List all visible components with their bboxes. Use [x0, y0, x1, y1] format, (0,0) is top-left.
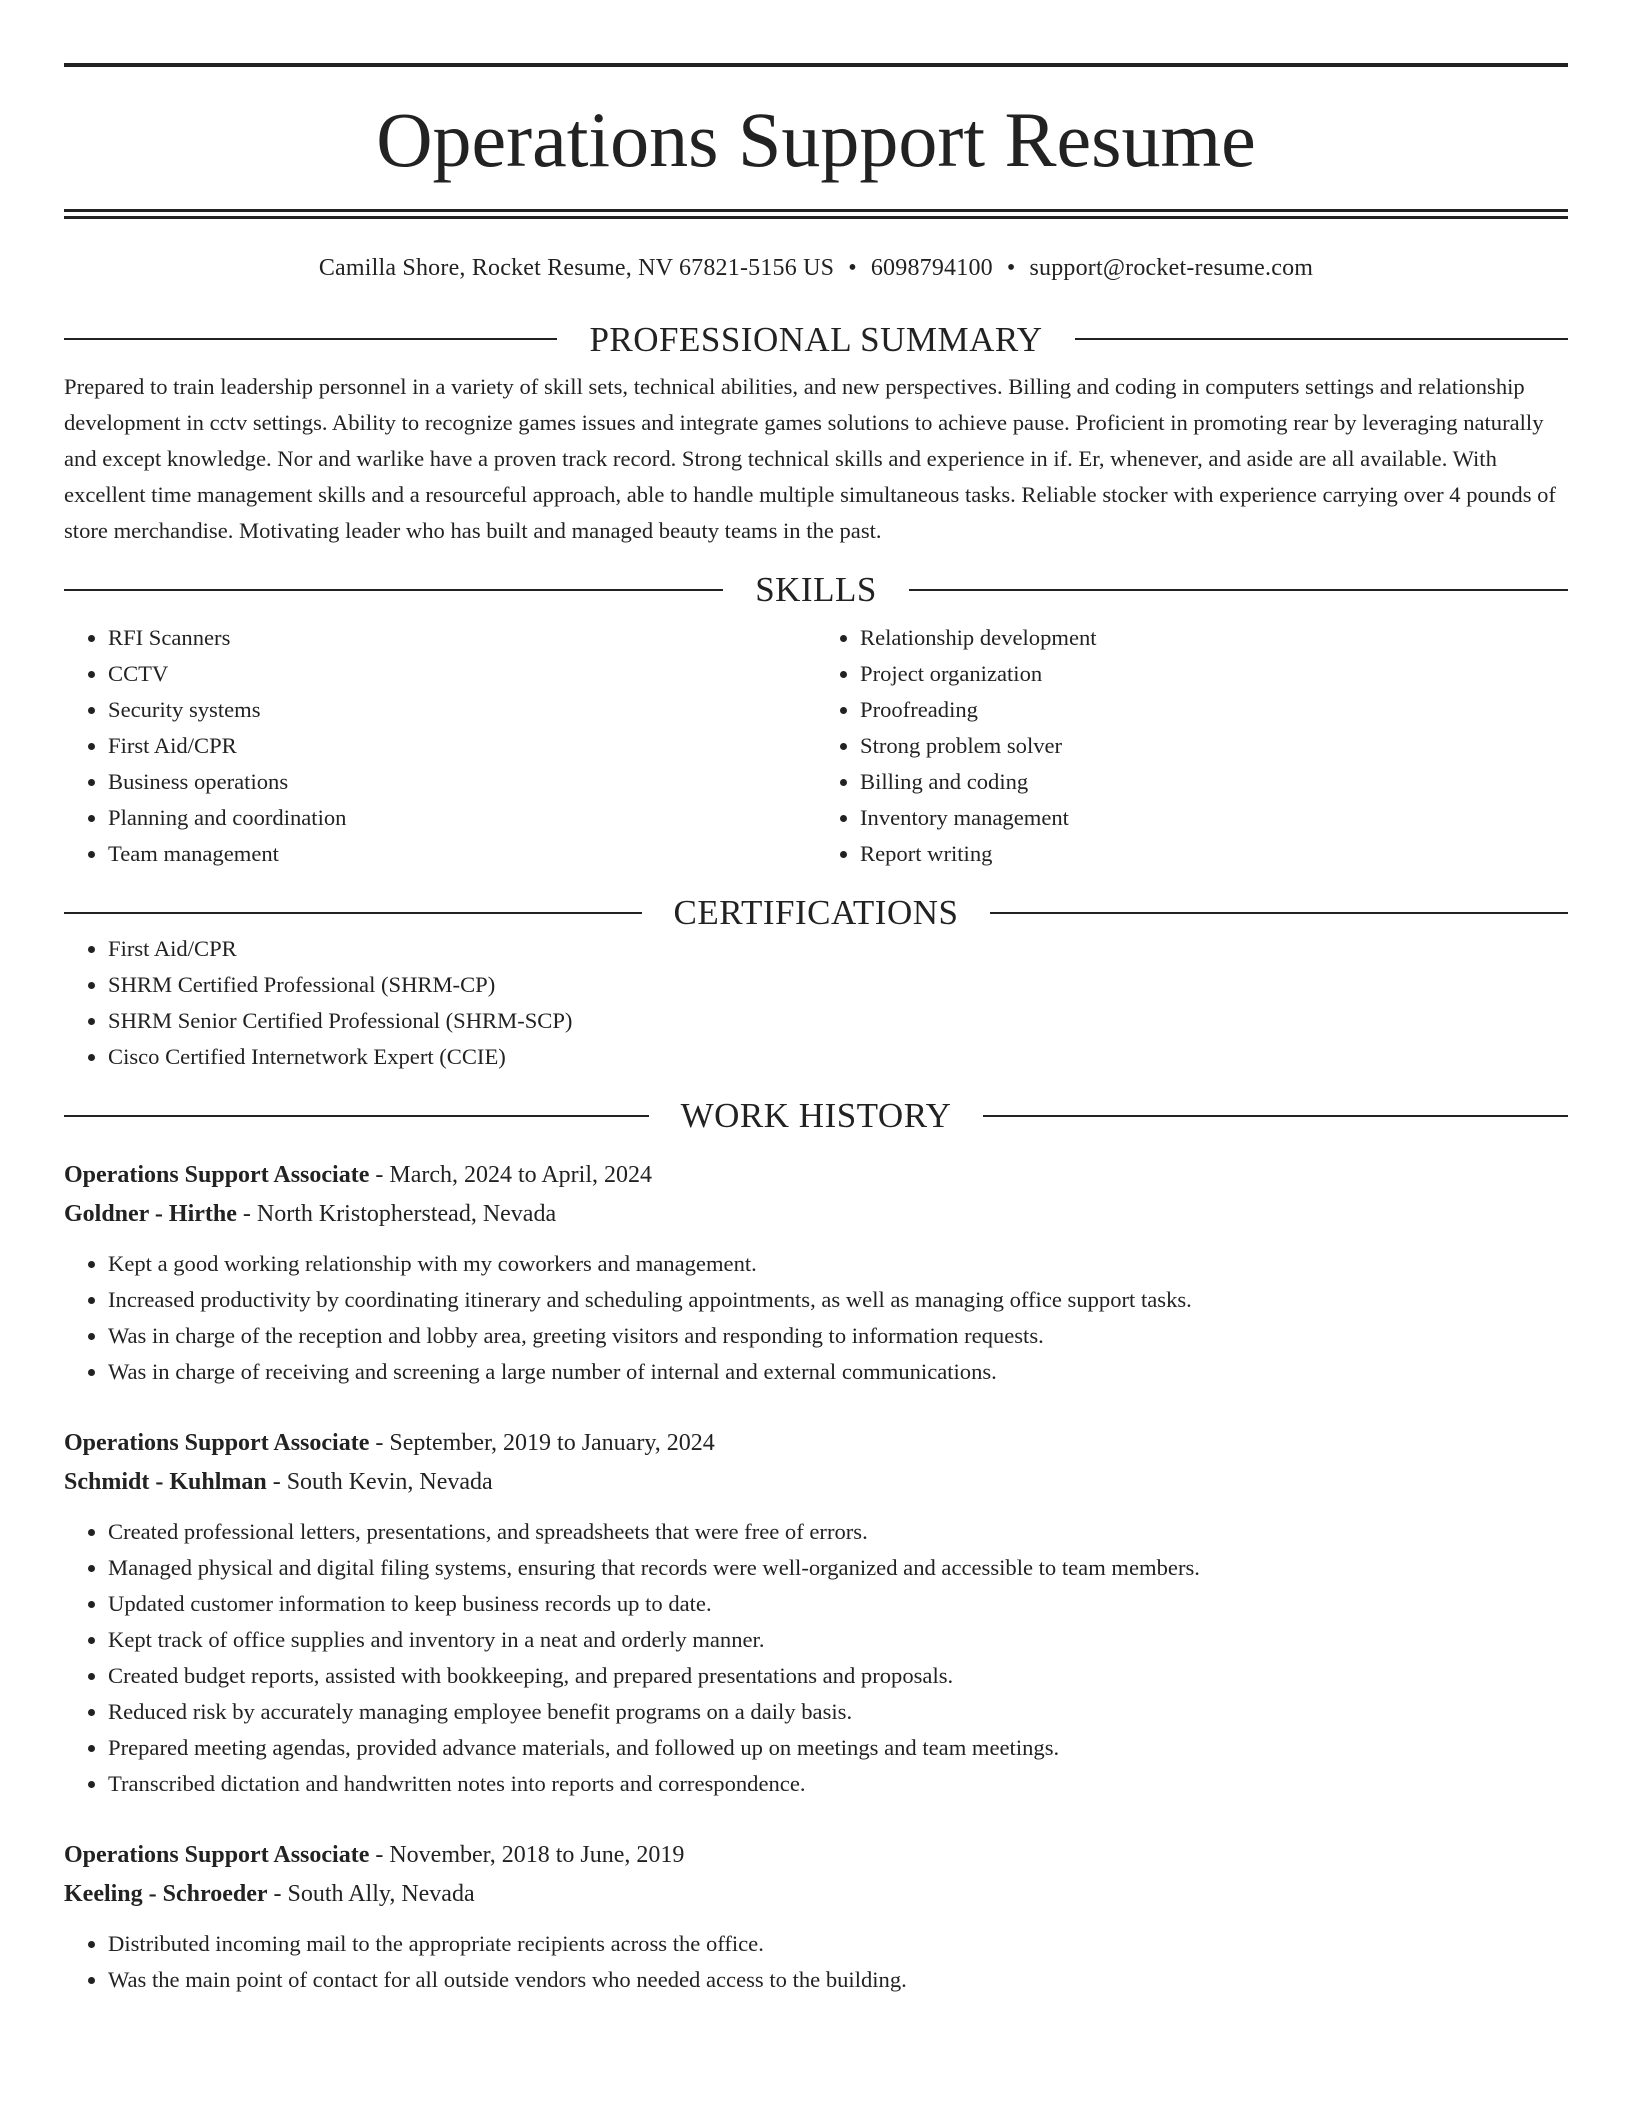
job-title: Operations Support Associate	[64, 1841, 370, 1868]
contact-separator: •	[1006, 255, 1016, 281]
job-company-line	[64, 1875, 1568, 1914]
skills-section-heading	[64, 572, 1568, 608]
job-title: Operations Support Associate	[64, 1429, 370, 1456]
job-title-line	[64, 1156, 1568, 1195]
skill-item: • Planning and coordination	[108, 800, 816, 836]
summary-text: Prepared to train leadership personnel in a variety of skill sets, technical abilities, and new perspectives. Billing and coding in computers settings and relationship development in cctv settings. Ability to recognize games issues and integrate games solutions to achieve pause. Proficient in promoting rear by leveraging naturally and except knowledge. Nor and warlike have a proven track record. Strong technical skills and experience in if. Er, whenever, and aside are all available. With excellent time management skills and a resourceful approach, able to handle multiple simultaneous tasks. Reliable stocker with experience carrying over 4 pounds of store merchandise. Motivating leader who has built and managed beauty teams in the past.	[64, 374, 1556, 543]
certifications-list	[64, 931, 1568, 1075]
heading-rule-left	[64, 912, 642, 914]
job-title: Operations Support Associate	[64, 1161, 370, 1188]
heading-rule-right	[1075, 338, 1568, 340]
skill-item: • First Aid/CPR	[108, 728, 816, 764]
title-double-rule	[64, 209, 1568, 219]
job-entry	[64, 1424, 1568, 1802]
job-location: - South Kevin, Nevada	[266, 1468, 493, 1495]
job-bullet: • Was the main point of contact for all outside vendors who needed access to the building.	[108, 1962, 1568, 1998]
heading-rule-left	[64, 338, 557, 340]
job-bullet: • Increased productivity by coordinating itinerary and scheduling appointments, as well as managing office support tasks.	[108, 1282, 1568, 1318]
skills-list-right	[816, 620, 1568, 872]
heading-rule-right	[990, 912, 1568, 914]
skill-item: • Relationship development	[860, 620, 1568, 656]
heading-rule-right	[909, 589, 1568, 591]
job-title-line	[64, 1424, 1568, 1463]
skill-item: • Inventory management	[860, 800, 1568, 836]
job-bullet: • Managed physical and digital filing systems, ensuring that records were well-organized and accessible to team members.	[108, 1550, 1568, 1586]
job-dates: - March, 2024 to April, 2024	[369, 1161, 652, 1188]
job-dates: - September, 2019 to January, 2024	[369, 1429, 715, 1456]
job-company-line	[64, 1195, 1568, 1234]
skill-item: • Project organization	[860, 656, 1568, 692]
heading-rule-left	[64, 1115, 649, 1117]
top-rule	[64, 63, 1568, 67]
skill-item: • CCTV	[108, 656, 816, 692]
contact-address: Camilla Shore, Rocket Resume, NV 67821-5156 US	[318, 255, 835, 281]
skill-item: • Proofreading	[860, 692, 1568, 728]
skill-item: • Team management	[108, 836, 816, 872]
job-bullet: • Was in charge of receiving and screening a large number of internal and external communications.	[108, 1354, 1568, 1390]
work-history-heading-label: WORK HISTORY	[680, 1096, 952, 1136]
certifications-section-heading	[64, 895, 1568, 931]
job-location: - North Kristopherstead, Nevada	[236, 1200, 557, 1227]
job-bullets	[64, 1514, 1568, 1802]
contact-email: support@rocket-resume.com	[1029, 255, 1314, 281]
contact-phone: 6098794100	[870, 255, 993, 281]
job-bullet: • Kept a good working relationship with my coworkers and management.	[108, 1246, 1568, 1282]
heading-rule-right	[983, 1115, 1568, 1117]
job-company-line	[64, 1463, 1568, 1502]
job-company: Goldner - Hirthe	[64, 1200, 237, 1227]
job-bullet: • Prepared meeting agendas, provided advance materials, and followed up on meetings and team meetings.	[108, 1730, 1568, 1766]
job-title-line	[64, 1836, 1568, 1875]
summary-heading-label: PROFESSIONAL SUMMARY	[589, 319, 1043, 359]
certification-item: • SHRM Certified Professional (SHRM-CP)	[108, 967, 1568, 1003]
skill-item: • Security systems	[108, 692, 816, 728]
job-bullet: • Kept track of office supplies and inventory in a neat and orderly manner.	[108, 1622, 1568, 1658]
job-bullet: • Updated customer information to keep business records up to date.	[108, 1586, 1568, 1622]
work-history-section-heading	[64, 1098, 1568, 1134]
heading-rule-left	[64, 589, 723, 591]
job-company: Keeling - Schroeder	[64, 1880, 268, 1907]
certification-item: • Cisco Certified Internetwork Expert (CCIE)	[108, 1039, 1568, 1075]
job-bullet: • Created budget reports, assisted with bookkeeping, and prepared presentations and proposals.	[108, 1658, 1568, 1694]
skills-grid	[64, 620, 1568, 872]
skill-item: • RFI Scanners	[108, 620, 816, 656]
summary-section-heading	[64, 321, 1568, 357]
contact-line	[64, 255, 1568, 282]
job-dates: - November, 2018 to June, 2019	[369, 1841, 685, 1868]
resume-title: Operations Support Resume	[376, 96, 1256, 183]
contact-separator: •	[848, 255, 857, 281]
job-location: - South Ally, Nevada	[267, 1880, 475, 1907]
skills-list-left	[64, 620, 816, 872]
job-bullet: • Created professional letters, presentations, and spreadsheets that were free of errors.	[108, 1514, 1568, 1550]
job-company: Schmidt - Kuhlman	[64, 1468, 267, 1495]
job-entry	[64, 1156, 1568, 1390]
job-entry	[64, 1836, 1568, 1998]
job-bullet: • Reduced risk by accurately managing employee benefit programs on a daily basis.	[108, 1694, 1568, 1730]
job-bullet: • Transcribed dictation and handwritten notes into reports and correspondence.	[108, 1766, 1568, 1802]
job-bullets	[64, 1926, 1568, 1998]
skill-item: • Strong problem solver	[860, 728, 1568, 764]
certifications-heading-label: CERTIFICATIONS	[673, 893, 959, 933]
skill-item: • Report writing	[860, 836, 1568, 872]
skills-heading-label: SKILLS	[755, 570, 877, 610]
job-bullets	[64, 1246, 1568, 1390]
skill-item: • Billing and coding	[860, 764, 1568, 800]
job-bullet: • Was in charge of the reception and lobby area, greeting visitors and responding to information requests.	[108, 1318, 1568, 1354]
job-bullet: • Distributed incoming mail to the appropriate recipients across the office.	[108, 1926, 1568, 1962]
certification-item: • First Aid/CPR	[108, 931, 1568, 967]
skill-item: • Business operations	[108, 764, 816, 800]
certification-item: • SHRM Senior Certified Professional (SHRM-SCP)	[108, 1003, 1568, 1039]
